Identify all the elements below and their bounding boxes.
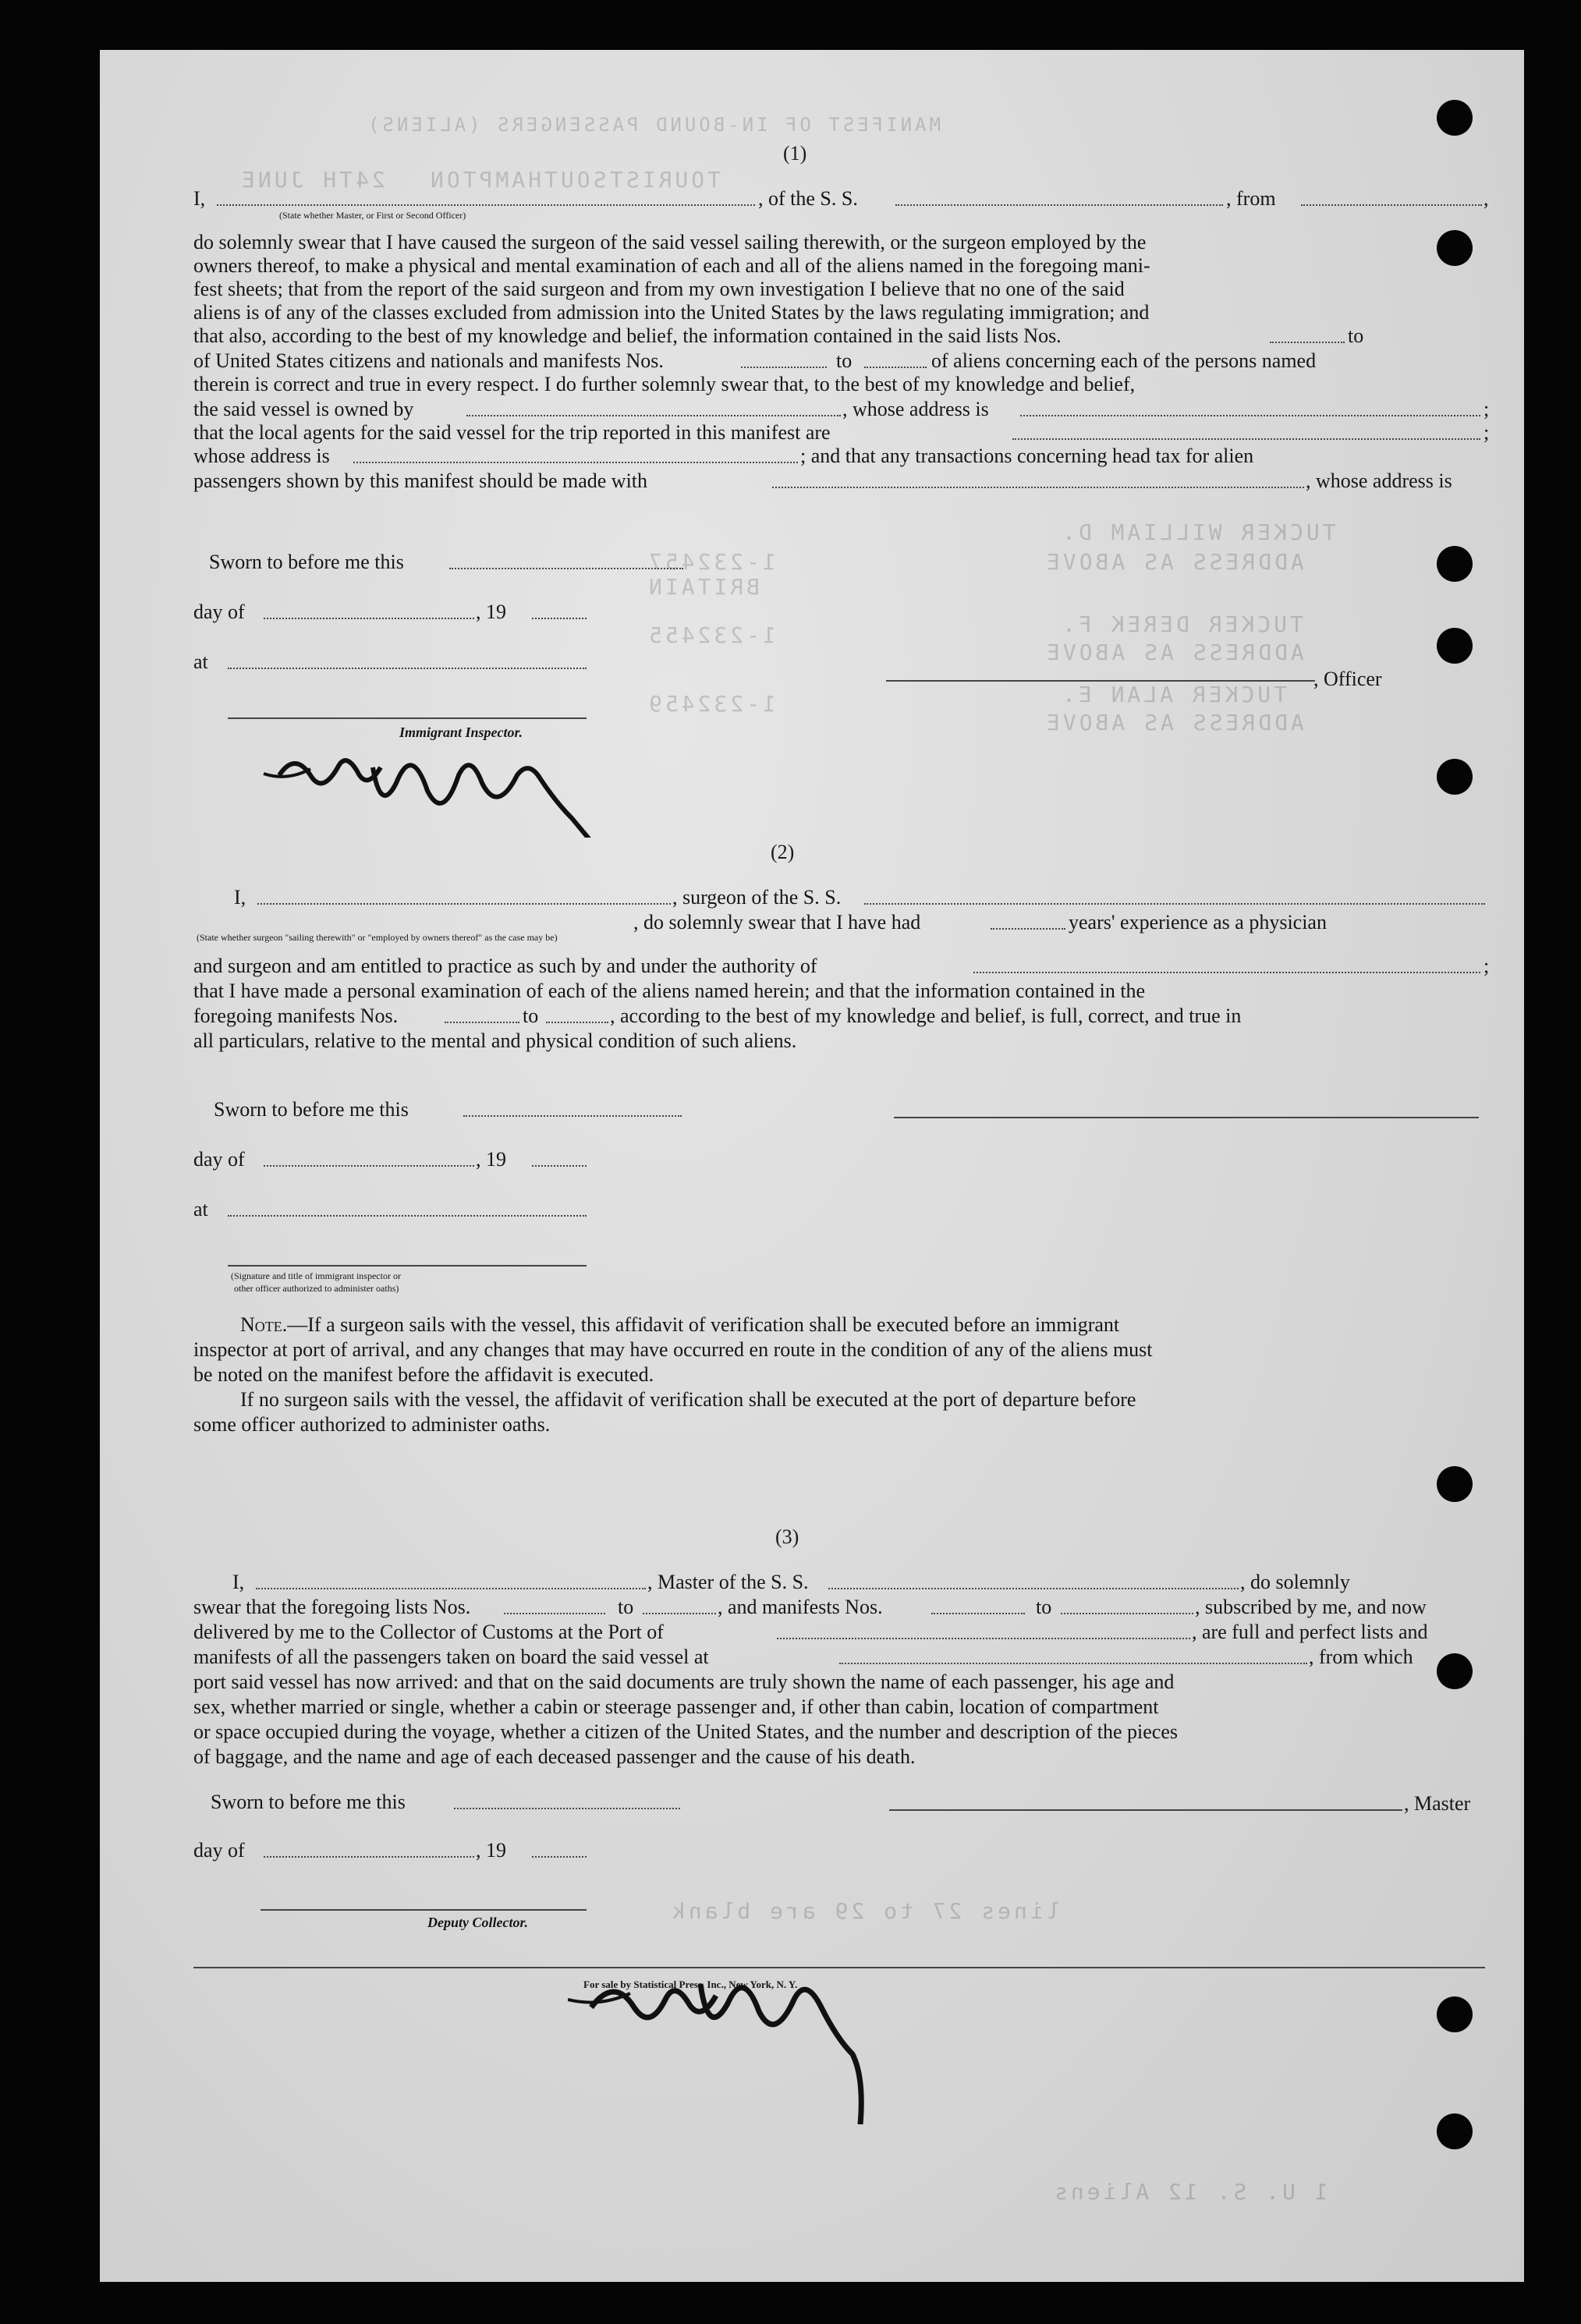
s2-line2: and surgeon and am entitled to practice as such by and under the authority of: [193, 955, 817, 977]
ghost-row2-addr: ADDRESS AS ABOVE: [1044, 639, 1304, 665]
s1-inspector-signature-line[interactable]: [228, 717, 587, 719]
punch-hole: [1437, 230, 1473, 266]
s2-line5: all particulars, relative to the mental and physical condition of such aliens.: [193, 1029, 797, 1052]
s2-sworn-label: Sworn to before me this: [214, 1098, 409, 1121]
s3-l2c: , and manifests Nos.: [718, 1596, 883, 1618]
note-p1-2: be noted on the manifest before the affidavit is executed.: [193, 1363, 654, 1386]
s2-at-label: at: [193, 1198, 208, 1220]
s1-owner-address-label: , whose address is: [842, 398, 989, 420]
s2-day-label: day of: [193, 1148, 245, 1171]
s1-lists-from-field[interactable]: [1270, 342, 1345, 343]
s3-deputy-label: Deputy Collector.: [427, 1915, 528, 1930]
s3-manifests-to-field[interactable]: [1061, 1613, 1193, 1614]
s3-day-field[interactable]: [264, 1856, 474, 1858]
s1-para-9: whose address is: [193, 445, 330, 467]
punch-hole: [1437, 1996, 1473, 2032]
s2-years-field[interactable]: [991, 928, 1065, 930]
s2-line4a: foregoing manifests Nos.: [193, 1004, 399, 1027]
s1-year-field[interactable]: [532, 618, 587, 619]
s3-lists-from-field[interactable]: [504, 1613, 605, 1614]
s1-para-3: aliens is of any of the classes excluded from admission into the United States by the laws regulating immigration; and: [193, 301, 1150, 324]
inspector-signature-scrawl: [256, 736, 630, 838]
s1-para-10: passengers shown by this manifest should be made with: [193, 469, 648, 492]
s1-inspector-label: Immigrant Inspector.: [399, 724, 523, 740]
s3-line-1: sex, whether married or single, whether a cabin or steerage passenger and, if other than cabin, location of compartment: [193, 1695, 1159, 1718]
s2-manifests-to-field[interactable]: [546, 1022, 608, 1023]
ghost-header-date: 24TH JUNE: [239, 167, 385, 193]
s1-year-label: , 19: [476, 600, 506, 623]
s1-owner-field[interactable]: [466, 415, 841, 416]
s3-l4b: , from which: [1309, 1646, 1413, 1668]
s3-sworn-label: Sworn to before me this: [211, 1791, 406, 1813]
s3-lists-to-field[interactable]: [643, 1613, 716, 1614]
s1-sworn-label: Sworn to before me this: [209, 551, 404, 573]
ghost-row2-name: TUCKER DEREK F.: [1059, 611, 1303, 637]
ghost-header-class: TOURIST: [607, 167, 721, 193]
punch-hole: [1437, 100, 1473, 136]
s1-para-1: owners thereof, to make a physical and mental examination of each and all of the aliens named in the foregoing mani-: [193, 254, 1150, 277]
note-p1-0: —If a surgeon sails with the vessel, this affidavit of verification shall be executed before an immigrant: [287, 1313, 1120, 1336]
s2-inspector-signature-line[interactable]: [228, 1265, 587, 1267]
ghost-row1-id: 1-232457: [646, 549, 776, 575]
s1-headtax-field[interactable]: [772, 487, 1304, 488]
ghost-row2-id: 1-232455: [646, 622, 776, 648]
s3-departure-field[interactable]: [839, 1663, 1307, 1664]
s2-caption: (State whether surgeon "sailing therewith" or "employed by owners thereof" as the case may be): [197, 932, 558, 943]
s3-day-label: day of: [193, 1839, 245, 1862]
note-line-0: [240, 1315, 1119, 1335]
s1-para-2: fest sheets; that from the report of the said surgeon and from my own investigation I believe that no one of the said: [193, 278, 1125, 300]
s1-name-field[interactable]: [217, 204, 755, 206]
s1-i-label: I,: [193, 187, 206, 210]
s2-year-label: , 19: [476, 1148, 506, 1171]
note-label: Note.: [240, 1313, 288, 1336]
s3-ship-field[interactable]: [828, 1588, 1239, 1589]
s3-l2d: to: [1036, 1596, 1052, 1618]
s3-solemnly: , do solemnly: [1240, 1571, 1350, 1593]
ghost-header-port: SOUTHAMPTON: [427, 167, 607, 193]
s2-manifests-from-field[interactable]: [445, 1022, 519, 1023]
s1-to-1: to: [1348, 324, 1364, 347]
s2-authority-field[interactable]: [973, 972, 1480, 973]
master-signature-scrawl: [568, 1953, 927, 2124]
punch-hole: [1437, 1653, 1473, 1689]
s1-agents-address-field[interactable]: [353, 462, 798, 463]
ghost-row1-name: TUCKER WILLIAM D.: [1059, 519, 1336, 545]
ghost-footer: lines 27 to 29 are blank: [669, 1898, 1060, 1924]
s2-sworn-field[interactable]: [463, 1115, 682, 1117]
s1-day-label: day of: [193, 600, 245, 623]
s2-at-field[interactable]: [228, 1215, 587, 1217]
note-p1-1: inspector at port of arrival, and any changes that may have occurred en route in the condition of any of the aliens must: [193, 1338, 1153, 1361]
imprint-text: For sale by Statistical Press, Inc., New York, N. Y.: [583, 1979, 798, 1990]
section-2-number: (2): [771, 841, 795, 863]
ghost-header-title: MANIFEST OF IN-BOUND PASSENGERS (ALIENS): [365, 114, 941, 136]
s2-year-field[interactable]: [532, 1165, 587, 1167]
s3-l2b: to: [618, 1596, 634, 1618]
s3-sworn-field[interactable]: [454, 1808, 680, 1809]
s3-line-0: port said vessel has now arrived: and that on the said documents are truly shown the name of each passenger, his age and: [193, 1670, 1175, 1693]
s1-semicolon-2: ;: [1484, 421, 1490, 444]
s3-manifests-from-field[interactable]: [931, 1613, 1025, 1614]
s3-port-field[interactable]: [777, 1638, 1190, 1639]
s1-para-6: therein is correct and true in every respect. I do further solemnly swear that, to the best of my knowledge and belief,: [193, 373, 1136, 395]
ghost-row1-addr: ADDRESS AS ABOVE: [1044, 549, 1304, 575]
s2-sig-caption-2: other officer authorized to administer oaths): [234, 1283, 399, 1294]
s3-i-label: I,: [232, 1571, 245, 1593]
s3-l3b: , are full and perfect lists and: [1192, 1621, 1428, 1643]
s2-line4c: , according to the best of my knowledge and belief, is full, correct, and true in: [610, 1004, 1242, 1027]
document-page: [100, 50, 1524, 2282]
s2-surgeon-signature-line[interactable]: [894, 1117, 1479, 1118]
punch-hole: [1437, 759, 1473, 795]
s2-swear-had: , do solemnly swear that I have had: [633, 911, 921, 933]
s2-i-label: I,: [234, 886, 246, 909]
s2-sig-caption-1: (Signature and title of immigrant inspector or: [231, 1270, 401, 1281]
ghost-row3-name: TUCKER ALAN E.: [1059, 682, 1288, 707]
s3-master-label: , Master: [1404, 1792, 1471, 1815]
ghost-row1-country: BRITAIN: [646, 574, 760, 600]
s1-officer-signature-line[interactable]: [886, 680, 1315, 682]
s1-sworn-field[interactable]: [449, 568, 683, 569]
s1-caption: (State whether Master, or First or Second Officer): [279, 210, 466, 221]
s1-manifests-from-field[interactable]: [741, 367, 827, 368]
s3-name-field[interactable]: [256, 1588, 646, 1589]
s1-para-8: that the local agents for the said vessel for the trip reported in this manifest are: [193, 421, 831, 444]
s2-name-field[interactable]: [257, 903, 671, 905]
s1-manifests-to-field[interactable]: [864, 367, 927, 368]
s2-ship-field[interactable]: [864, 903, 1485, 905]
s1-headtax-address-label: , whose address is: [1306, 469, 1452, 492]
s1-owner-address-field[interactable]: [1020, 415, 1480, 416]
punch-hole: [1437, 546, 1473, 582]
s1-from-field[interactable]: [1301, 204, 1482, 206]
s1-para-0: do solemnly swear that I have caused the surgeon of the said vessel sailing therewith, or the surgeon employed by the: [193, 231, 1147, 253]
s3-year-label: , 19: [476, 1839, 506, 1862]
s2-semicolon: ;: [1484, 955, 1490, 977]
s1-officer-label: , Officer: [1313, 668, 1382, 690]
s1-ss-label: , of the S. S.: [758, 187, 858, 210]
note-p2-0: If no surgeon sails with the vessel, the affidavit of verification shall be executed at the port of departure before: [240, 1388, 1136, 1411]
s1-ship-field[interactable]: [895, 204, 1223, 206]
s1-agents-field[interactable]: [1012, 438, 1480, 440]
s3-line-2: or space occupied during the voyage, whether a citizen of the United States, and the number and description of the pieces: [193, 1720, 1179, 1743]
s1-at-field[interactable]: [228, 668, 587, 669]
s1-head-tax: ; and that any transactions concerning head tax for alien: [800, 445, 1254, 467]
s2-line4b: to: [523, 1004, 539, 1027]
s3-l3a: delivered by me to the Collector of Customs at the Port of: [193, 1621, 664, 1643]
punch-hole: [1437, 2113, 1473, 2149]
punch-hole: [1437, 1466, 1473, 1502]
s3-line-3: of baggage, and the name and age of each deceased passenger and the cause of his death.: [193, 1745, 916, 1768]
s1-at-label: at: [193, 650, 208, 673]
s3-l2e: , subscribed by me, and now: [1195, 1596, 1427, 1618]
s1-day-field[interactable]: [264, 618, 474, 619]
s3-l4a: manifests of all the passengers taken on board the said vessel at: [193, 1646, 709, 1668]
note-p2-1: some officer authorized to administer oaths.: [193, 1413, 551, 1436]
s1-semicolon-1: ;: [1484, 398, 1490, 420]
s1-to-2: to: [836, 349, 853, 372]
s3-collector-signature-line[interactable]: [261, 1909, 587, 1911]
ghost-row3-id: 1-232459: [646, 691, 776, 717]
s3-master-of: , Master of the S. S.: [647, 1571, 809, 1593]
s1-from-end: ,: [1484, 187, 1489, 210]
s3-year-field[interactable]: [532, 1856, 587, 1858]
s1-from-label: , from: [1226, 187, 1276, 210]
s1-para-4: that also, according to the best of my knowledge and belief, the information contained in the said lists Nos.: [193, 324, 1062, 347]
section-1-number: (1): [783, 142, 807, 165]
s2-years-exp: years' experience as a physician: [1069, 911, 1327, 933]
ghost-bottom-ref: 1 U. S. 12 Aliens: [1051, 2179, 1328, 2205]
s1-para-7: the said vessel is owned by: [193, 398, 414, 420]
s1-para-5: of United States citizens and nationals and manifests Nos.: [193, 349, 664, 372]
punch-hole: [1437, 628, 1473, 664]
s2-surgeon-of: , surgeon of the S. S.: [672, 886, 842, 909]
ghost-row3-addr: ADDRESS AS ABOVE: [1044, 710, 1304, 735]
s3-master-signature-line[interactable]: [889, 1809, 1402, 1811]
section-3-number: (3): [775, 1525, 799, 1548]
s2-day-field[interactable]: [264, 1165, 474, 1167]
s2-line3: that I have made a personal examination of each of the aliens named herein; and that the information contained in the: [193, 980, 1146, 1002]
s1-of-aliens: of aliens concerning each of the persons named: [931, 349, 1317, 372]
s3-l2a: swear that the foregoing lists Nos.: [193, 1596, 471, 1618]
